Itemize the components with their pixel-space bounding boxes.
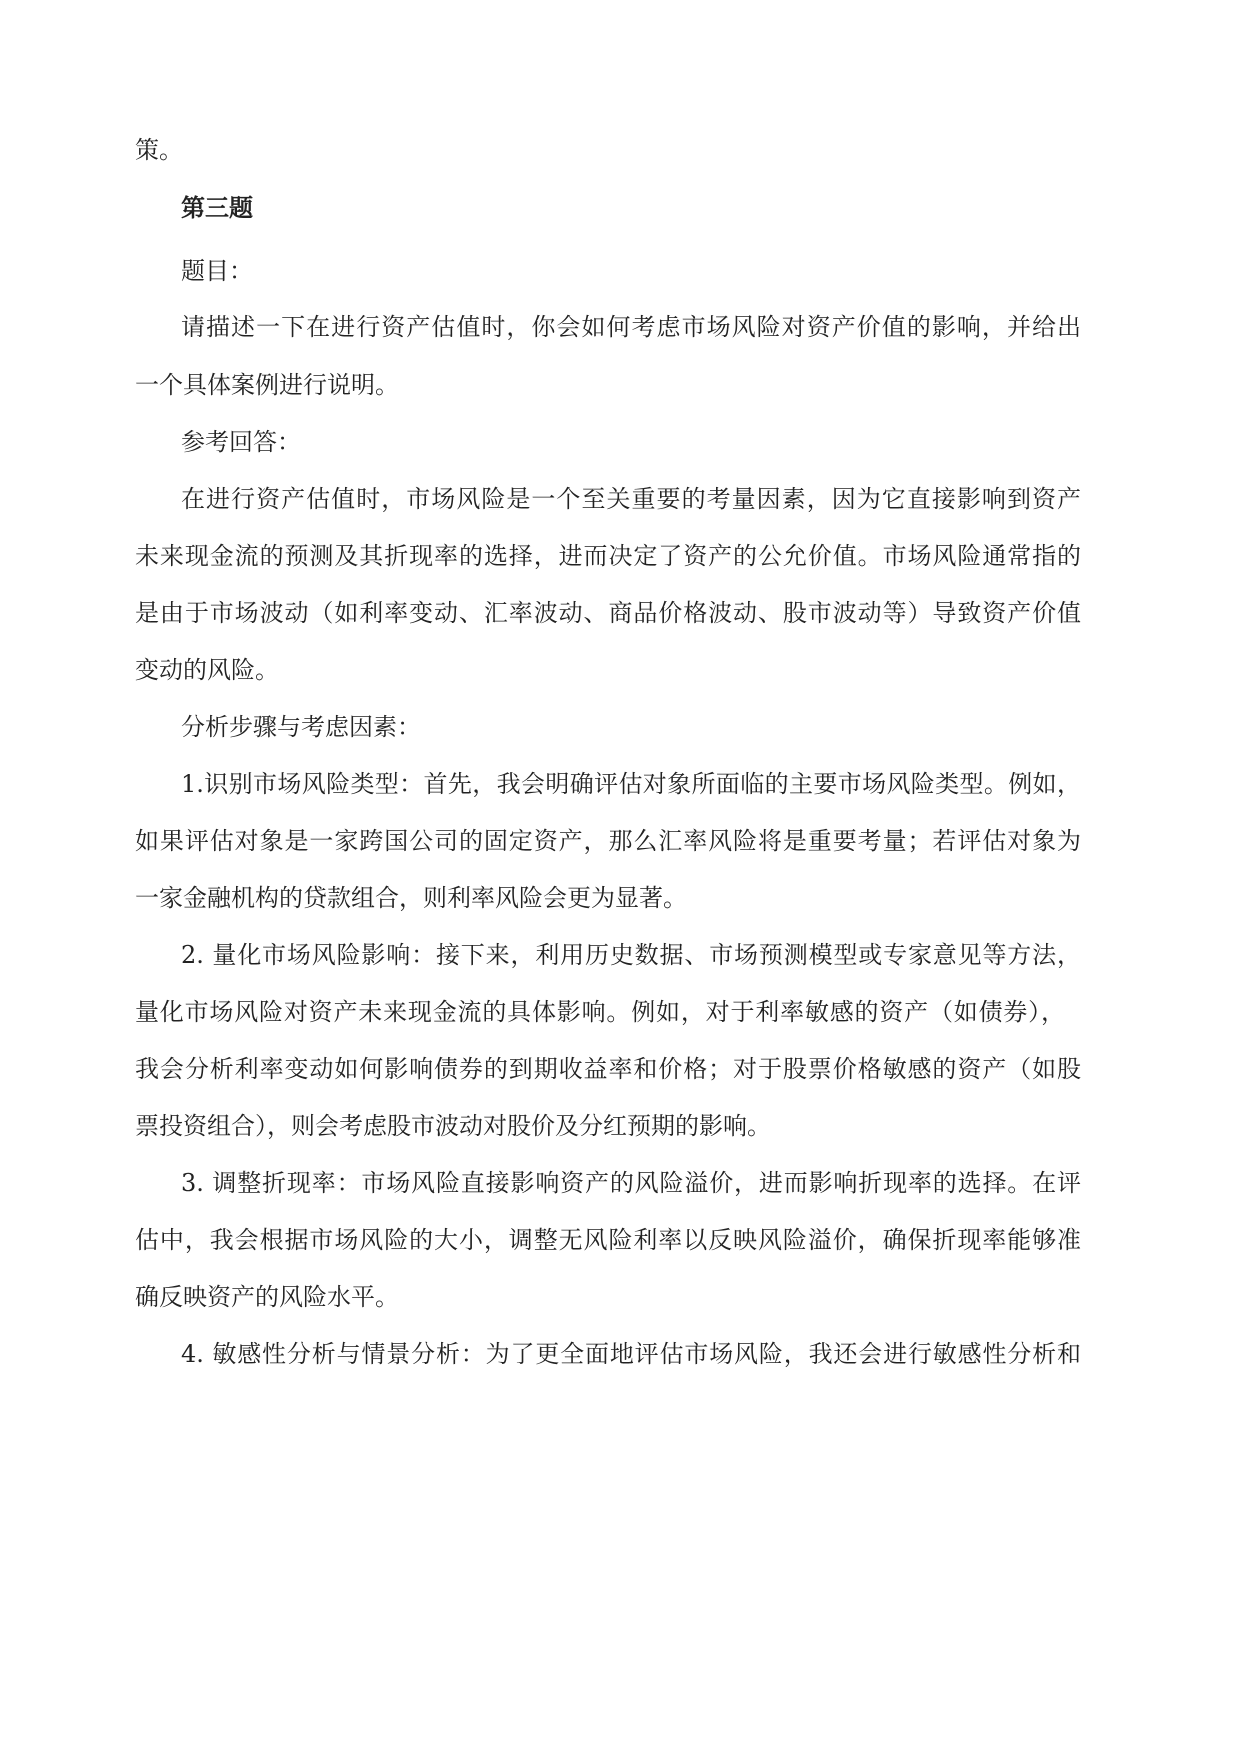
answer-label: 参考回答： [181,428,301,456]
step3-line-1: 3. 调整折现率：市场风险直接影响资产的风险溢价，进而影响折现率的选择。在评 [181,1169,1081,1197]
intro-line-4: 变动的风险。 [135,656,279,684]
intro-line-3: 是由于市场波动（如利率变动、汇率波动、商品价格波动、股市波动等）导致资产价值 [135,599,1081,627]
steps-label: 分析步骤与考虑因素： [181,713,421,741]
step1-line-2: 如果评估对象是一家跨国公司的固定资产，那么汇率风险将是重要考量；若评估对象为 [135,827,1081,855]
step3-line-2: 估中，我会根据市场风险的大小，调整无风险利率以反映风险溢价，确保折现率能够准 [135,1226,1081,1254]
intro-line-1: 在进行资产估值时，市场风险是一个至关重要的考量因素，因为它直接影响到资产 [181,485,1081,513]
step3-line-3: 确反映资产的风险水平。 [135,1283,399,1311]
step2-line-3: 我会分析利率变动如何影响债券的到期收益率和价格；对于股票价格敏感的资产（如股 [135,1055,1081,1083]
step1-line-1: 1.识别市场风险类型：首先，我会明确评估对象所面临的主要市场风险类型。例如， [181,770,1081,798]
step2-line-1: 2. 量化市场风险影响：接下来，利用历史数据、市场预测模型或专家意见等方法， [181,941,1081,969]
question-label: 题目： [181,257,253,285]
question-text-line-1: 请描述一下在进行资产估值时，你会如何考虑市场风险对资产价值的影响，并给出 [181,313,1081,341]
step4-line-1: 4. 敏感性分析与情景分析：为了更全面地评估市场风险，我还会进行敏感性分析和 [181,1340,1081,1368]
intro-line-2: 未来现金流的预测及其折现率的选择，进而决定了资产的公允价值。市场风险通常指的 [135,542,1081,570]
section-title: 第三题 [181,193,253,222]
question-text-line-2: 一个具体案例进行说明。 [135,371,399,399]
step2-line-4: 票投资组合），则会考虑股市波动对股价及分红预期的影响。 [135,1112,771,1140]
step2-line-2: 量化市场风险对资产未来现金流的具体影响。例如，对于利率敏感的资产（如债券）， [135,998,1065,1026]
previous-paragraph-end: 策。 [135,136,183,164]
step1-line-3: 一家金融机构的贷款组合，则利率风险会更为显著。 [135,884,687,912]
